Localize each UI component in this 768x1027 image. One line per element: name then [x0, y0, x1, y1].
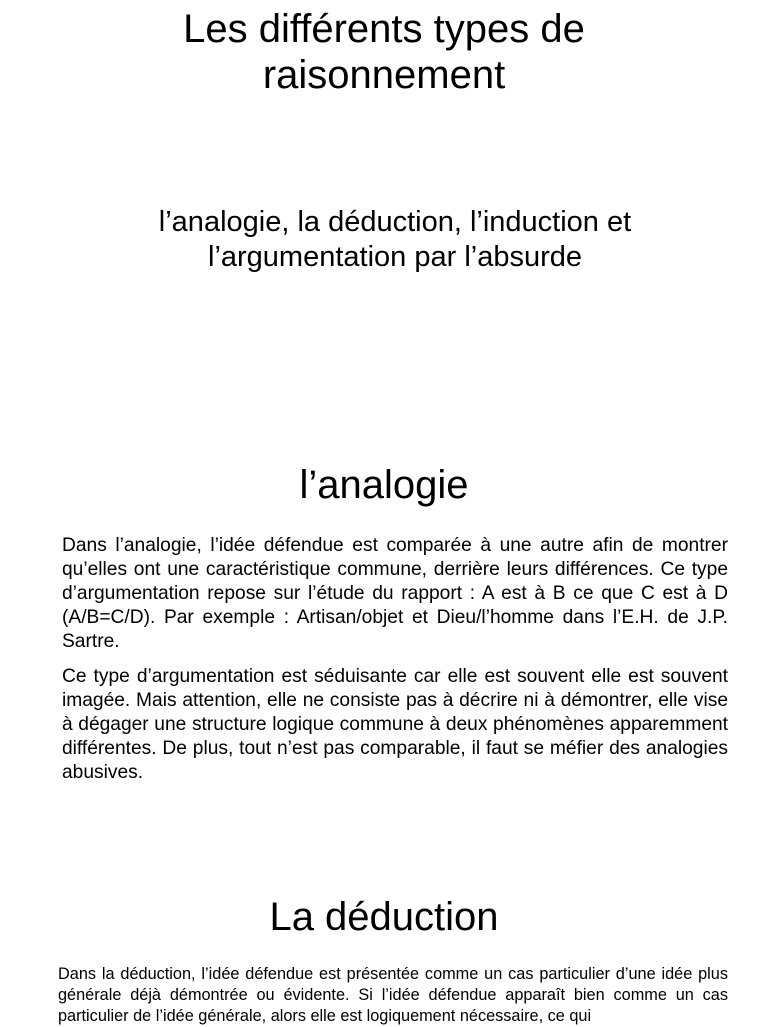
section-heading-analogie: l’analogie [299, 463, 469, 507]
section-heading-deduction: La déduction [269, 895, 499, 939]
page-title: Les différents types de raisonnement [183, 7, 585, 97]
paragraph-analogie-warning: Ce type d’argumentation est séduisante car elle est souvent elle est souvent imagée. Mais attention, elle ne consiste pas à décrire ni à démontrer, elle vise à dégager une structure logique commune à deux phénomènes apparemment différentes. De plus, tout n’est pas comparable, il faut se méfier des analogies abusives. [62, 666, 728, 783]
paragraph-deduction-definition: Dans la déduction, l’idée défendue est présentée comme un cas particulier d’une idée plus générale déjà démontrée ou évidente. Si l’idée défendue apparaît bien comme un cas particulier de l’idée générale, alors elle est logiquement nécessaire, ce qui [58, 965, 728, 1025]
page-subtitle: l’analogie, la déduction, l’induction et l’argumentation par l’absurde [158, 206, 632, 273]
paragraph-analogie-definition: Dans l’analogie, l’idée défendue est comparée à une autre afin de montrer qu’elles ont une caractéristique commune, derrière leurs différences. Ce type d’argumentation repose sur l’étude du rapport : A est à B ce que C est à D (A/B=C/D). Par exemple : Artisan/objet et Dieu/l’homme dans l’E.H. de J.P. Sartre. [62, 535, 728, 652]
